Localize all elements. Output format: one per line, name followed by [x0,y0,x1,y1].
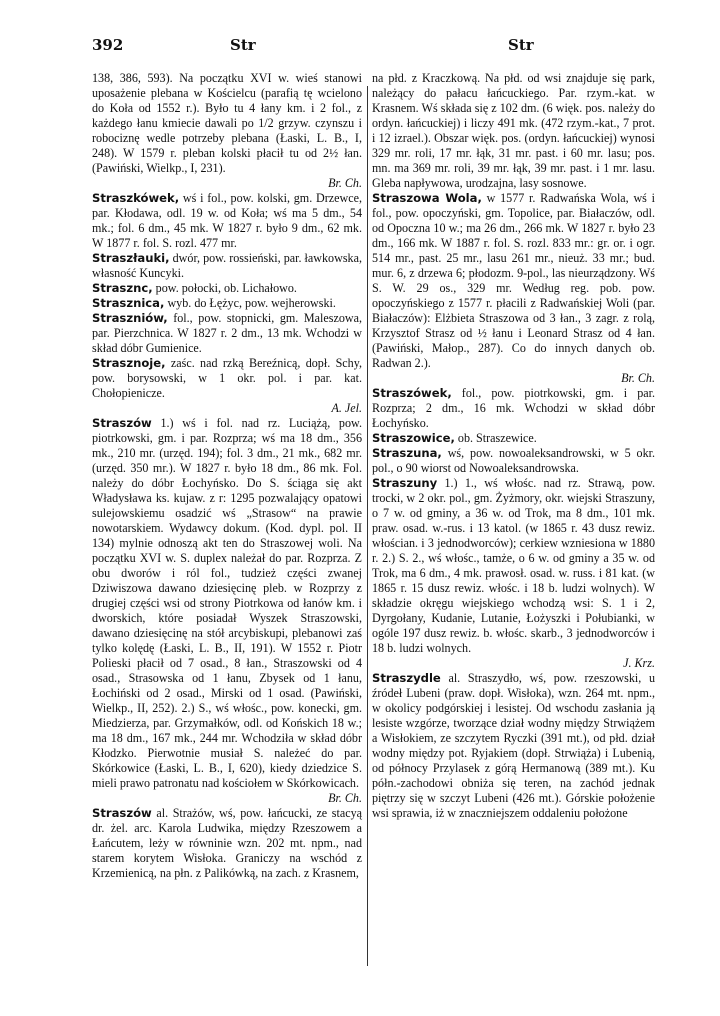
entry-headword: Straszuna, [372,446,442,460]
entry-text: na płd. z Kraczkową. Na płd. od wsi znajduje się park, należący do pałacu łańcuckiego. Par. rzym.-kat. w Krasnem. Wś składa się z 102 dm. (6 więk. pos. należy do ordyn. łańcuckiej) i liczy 491 mk. (472 rzym.-kat., 7 prot. i 12 izrael.). Obszar więk. pos. (ordyn. łańcuckiej) wynosi 329 mr. roli, 17 mr. łąk, 31 mr. past. i 60 mr. lasu; pos. mn. ma 369 mr. roli, 39 mr. łąk, 39 mr. past. i 1 mr. lasu. Gleba napływowa, urodzajna, lasy sosnowe. [372,71,659,190]
dictionary-entry [92,806,366,881]
entry-text: al. Strażów, wś, pow. łańcucki, ze stacyą dr. żel. arc. Karola Ludwika, między Rzeszowem a Łańcutem, leży w równinie wzn. 202 mt. npm., nad starem korytem Wisłoka. Graniczy na wschód z Krzemienicą, na płn. z Palikówką, na zach. z Krasnem, [92,806,366,880]
entry-text: wś i fol., pow. kolski, gm. Drzewce, par. Kłodawa, odl. 19 w. od Koła; wś ma 5 dm., 54 mk.; fol. 6 dm., 45 mk. W 1827 r. było 9 dm., 62 mk. W 1877 r. fol. S. rozl. 477 mr. [92,191,366,250]
running-head-left: Str [230,36,256,54]
page-number: 392 [92,36,124,54]
entry-headword: Straszuny [372,476,438,490]
entry-headword: Straszydle [372,671,441,685]
entry-headword: Straszłauki, [92,251,170,265]
dictionary-entry [372,671,659,821]
entry-headword: Straszowa Wola, [372,191,482,205]
entry-text: ob. Straszewice. [454,431,537,445]
dictionary-entry [372,191,659,371]
dictionary-entry [92,191,366,251]
author-signature: Br. Ch. [328,176,362,190]
entry-text: wyb. do Łężyc, pow. wejherowski. [164,296,336,310]
entry-headword: Strasznoje, [92,356,166,370]
entry-text: fol., pow. stopnicki, gm. Maleszowa, par. Pierzchnica. W 1827 r. 2 dm., 13 mk. Wchodzi w skład dóbr Gumienice. [92,311,366,355]
dictionary-entry [372,386,659,431]
author-signature: Br. Ch. [621,371,655,385]
entry-text: dwór, pow. rossieński, par. ławkowska, własność Kuncyki. [92,251,366,280]
author-signature: A. Jel. [331,401,362,415]
dictionary-entry [92,296,362,311]
right-column [372,71,659,821]
entry-text: w 1577 r. Radwańska Wola, wś i fol., pow. opoczyński, gm. Topolice, par. Białaczów, odl. od Opoczna 10 w.; ma 26 dm., 266 mk. W 1827 r. było 23 dm., 166 mk. W 1887 r. fol. S. rozl. 833 mr.: gr. or. i ogr. 514 mr., past. 25 mr., lasu 261 mr., nieuż. 33 mr.; bud. mur. 6, z drzewa 6; płodozm. 9-pol., las nieurządzony. Wś S. W. 29 os., 329 mr. Według reg. pob. pow. opoczyńskiego z 1577 r. płacili z Radwańskiej Woli (par. Białaczów): Elżbieta Straszowa od 3 łan., 3 zagr. z rolą, Krzysztof Strasz od ½ łanu i Leonard Strasz od 4 łan. (Pawiński, Małop., 287). Co do innych danych ob. Radwan 2.). [372,191,659,370]
entry-headword: Straszowice, [372,431,455,445]
entry-headword: Straszówek, [372,386,452,400]
dictionary-entry [92,356,366,401]
dictionary-entry [92,416,366,791]
entry-headword: Straszów [92,806,152,820]
dictionary-entry [92,71,366,176]
entry-text: al. Straszydło, wś, pow. rzeszowski, u źródeł Lubeni (praw. dopł. Wisłoka), wzn. 264 mt. npm., w okolicy podgórskiej i lesistej. Od wschodu zasłania ją lesiste wzgórze, tworzące dział wodny między Strwiążem a Wisłokiem, ze szczytem Ryczki (391 mt.), od płd. dział wodny między pot. Ryjakiem (dopł. Strwiąża) i Lubenią, od północy Przylasek z górą Hermanową (389 mt.). Ku półn.-zachodowi obniża się teren, na zachód jednak piętrzy się w szczyt Lubeni (426 mt.). Górskie położenie wsi sprawia, iż w znaczniejszem oddaleniu położone [372,671,659,820]
author-signature: J. Krz. [623,656,655,670]
entry-text: pow. połocki, ob. Lichałowo. [152,281,297,295]
entry-text: 1.) 1., wś włośc. nad rz. Strawą, pow. trocki, w 2 okr. pol., gm. Żyżmory, okr. wiejski Straszuny, o 7 w. od gminy, a 36 w. od Trok, ma 8 dm., 101 mk. praw. osad. w.-rus. i 13 katol. (w 1865 r. 43 dusz rewiz. włościan. i 3 jednodworców); cerkiew wzniesiona w 1880 r. 2.) S. 2., wś włośc., tamże, o 6 w. od gminy a 35 w. od Trok, ma 6 dm., 4 mk. prawosł. osad. w. russ. i 81 kat. (w 1865 r. 15 dusz rewiz. włośc. i 18 b. ludzi wolnych). W składzie okręgu wiejskiego wchodzą wsi: S. 1 i 2, Dyrgołany, Kudanie, Lutanie, Łożyszki i Połubianki, w ogóle 197 dusz rewiz. b. włośc. skarb., 3 jednodworców i 18 b. ludzi wolnych. [372,476,659,655]
dictionary-entry [372,446,659,476]
entry-text: zaśc. nad rzką Bereźnicą, dopł. Schy, pow. borysowski, w 1 okr. pol. i par. kat. Chołopienicze. [92,356,366,400]
entry-headword: Straszkówek, [92,191,180,205]
entry-headword: Strasznc, [92,281,153,295]
dictionary-entry [372,71,659,191]
dictionary-entry [92,281,362,296]
dictionary-entry [92,311,366,356]
column-divider [367,86,368,966]
dictionary-entry [372,431,655,446]
dictionary-entry [92,251,366,281]
entry-text: 1.) wś i fol. nad rz. Luciążą, pow. piotrkowski, gm. i par. Rozprza; wś ma 18 dm., 356 mk., 210 mr. (urzęd. 194); fol. 3 dm., 21 mk., 682 mr. (urzęd. 350 mr.). W 1827 r. było 18 dm., 86 mk. Fol. należy do dóbr Łochyńsko. Do S. ściąga się akt Władysława ks. kujaw. z r: 1295 pozwalający opatowi sulejowskiemu osadzić wś „Strasow“ na prawie nowotarskiem. Wydawcy dokum. (Kod. dypl. pol. II 134) mylnie odnoszą akt ten do Straszowej woli. Na początku XVI w. S. duplex należał do par. Rozprza. Z obu dworów i ról fol., tudzież części zwanej Dziwiszowa dawano dziesięcinę pleb. w Rozprzy z drugiej części wsi od strony Piotrkowa od łanów km. i dworskich, które posiadał Wyszek Straszowski, dawano dziesięcinę na stół arcybiskupi, plebanowi zaś tylko kolędę (Łaski, L. B., II, 191). W 1552 r. Piotr Polieski płacił od 7 osad., 8 łan., Straszowski od 4 osad., Strasowska od 1 łanu, Zbysek od 1 łanu, Łochiński od 2 osad., Mirski od 1 osad. (Pawiński, Wielkp., II, 252). 2.) S., wś włośc., pow. konecki, gm. Miedzierza, par. Grzymałków, odl. od Końskich 18 w.; ma 18 dm., 167 mk., 244 mr. Wchodziła w skład dóbr Kłodzko. Pierwotnie musiał S. należeć do par. Skórkowice (Łaski, L. B., I, 620), kiedy dziedzice S. mieli prawo patronatu nad kościołem w Skórkowicach. [92,416,366,790]
dictionary-entry [372,476,659,656]
entry-headword: Straszów [92,416,152,430]
left-column [92,71,366,881]
entry-text: fol., pow. piotrkowski, gm. i par. Rozprza; 2 dm., 16 mk. Wchodzi w skład dóbr Łochyńsko. [372,386,659,430]
entry-text: 138, 386, 593). Na początku XVI w. wieś stanowi uposażenie plebana w Kościelcu (parafią tę wcielono do Koła od 1552 r.). Było tu 4 łany km. i 2 fol., z każdego łanu kmiecie dawali po 1/2 grzyw. czynszu i robociznę wedle potrzeby plebana (Łaski, L. B., I, 248). W 1579 r. pleban kolski płacił tu od 2½ łan. (Pawiński, Wielkp., I, 231). [92,71,366,175]
entry-headword: Strasznica, [92,296,165,310]
page-header [92,36,655,58]
entry-headword: Straszniów, [92,311,168,325]
running-head-right: Str [508,36,534,54]
author-signature: Br. Ch. [328,791,362,805]
entry-text: wś, pow. nowoaleksandrowski, w 5 okr. pol., o 90 wiorst od Nowoaleksandrowska. [372,446,659,475]
